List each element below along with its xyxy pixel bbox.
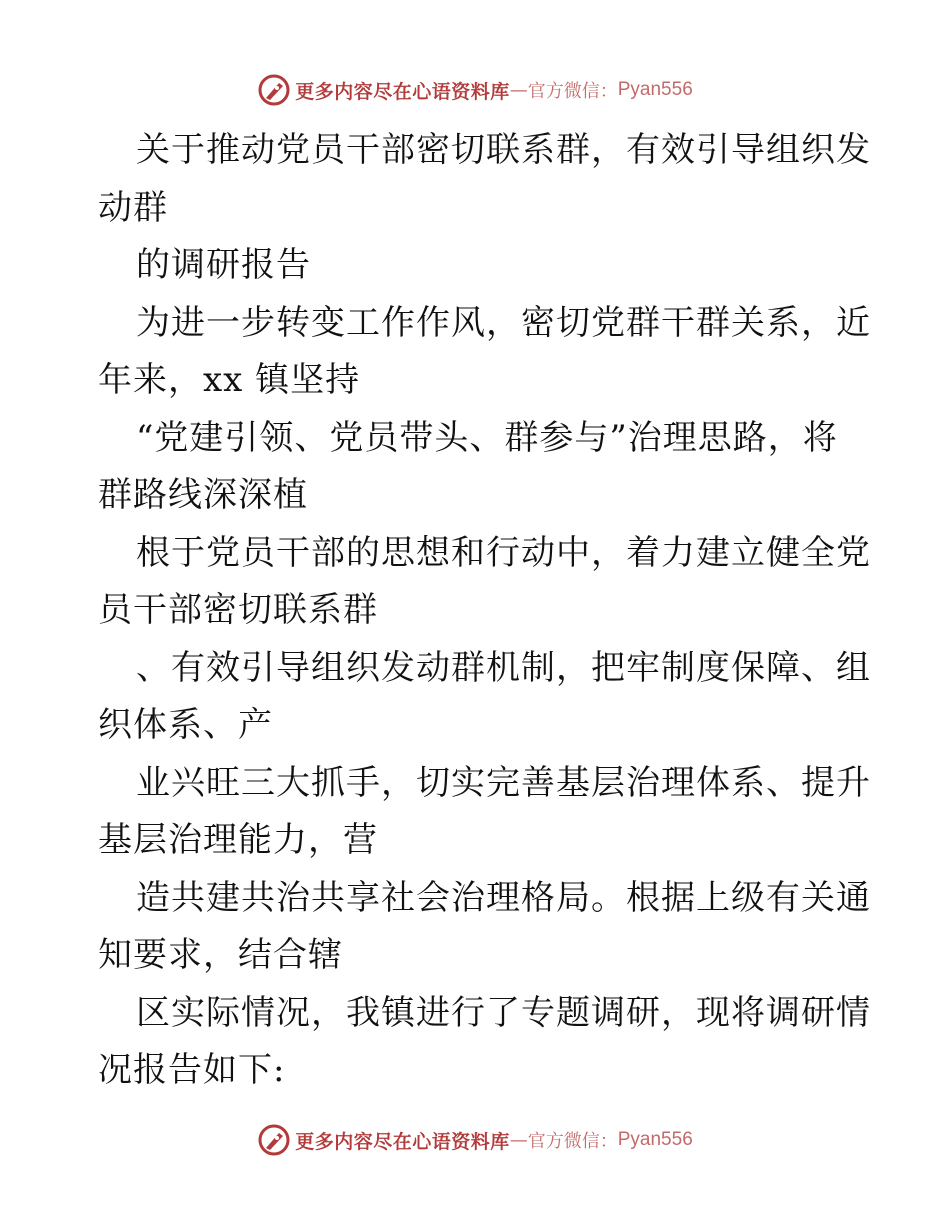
pen-logo-icon [257, 73, 291, 107]
banner-sub-text: 官方微信： [527, 81, 618, 102]
footer-watermark-banner [0, 1120, 950, 1160]
banner-main-text: 更多内容尽在心语资料库 [295, 1130, 510, 1153]
text-line: 动群 [98, 187, 168, 228]
text-line: 基层治理能力，营 [98, 820, 378, 860]
text-line: 织体系、产 [98, 705, 273, 745]
text-line: 根于党员干部的思想和行动中，着力建立健全党 [136, 532, 871, 573]
text-line: 年来，xx 镇坚持 [98, 360, 361, 400]
banner-main-text: 更多内容尽在心语资料库 [295, 80, 510, 103]
banner-wechat-id: Pyan556 [617, 79, 693, 100]
header-watermark-banner [0, 70, 950, 110]
text-line: 知要求，结合辖 [98, 935, 343, 975]
pen-logo-icon [257, 1123, 291, 1157]
text-line: 业兴旺三大抓手，切实完善基层治理体系、提升 [136, 762, 871, 803]
text-line: 为进一步转变工作作风，密切党群干群关系，近 [136, 302, 871, 343]
text-line: 群路线深深植 [98, 475, 308, 515]
text-line: 况报告如下: [98, 1050, 286, 1090]
text-line: 造共建共治共享社会治理格局。根据上级有关通 [136, 877, 871, 918]
banner-wechat-id: Pyan556 [617, 1129, 693, 1150]
banner-sub-text: 官方微信： [527, 1131, 618, 1152]
text-line: 员干部密切联系群 [98, 590, 378, 630]
text-line: 关于推动党员干部密切联系群，有效引导组织发 [136, 130, 871, 170]
text-line: 的调研报告 [136, 245, 311, 285]
banner-dash: — [509, 1129, 528, 1151]
text-line: 区实际情况，我镇进行了专题调研，现将调研情 [136, 992, 871, 1033]
text-line: 、有效引导组织发动群机制，把牢制度保障、组 [136, 647, 871, 688]
banner-dash: — [509, 79, 528, 101]
document-body [98, 122, 871, 1100]
text-line: “党建引领、党员带头、群参与”治理思路，将 [136, 417, 838, 458]
